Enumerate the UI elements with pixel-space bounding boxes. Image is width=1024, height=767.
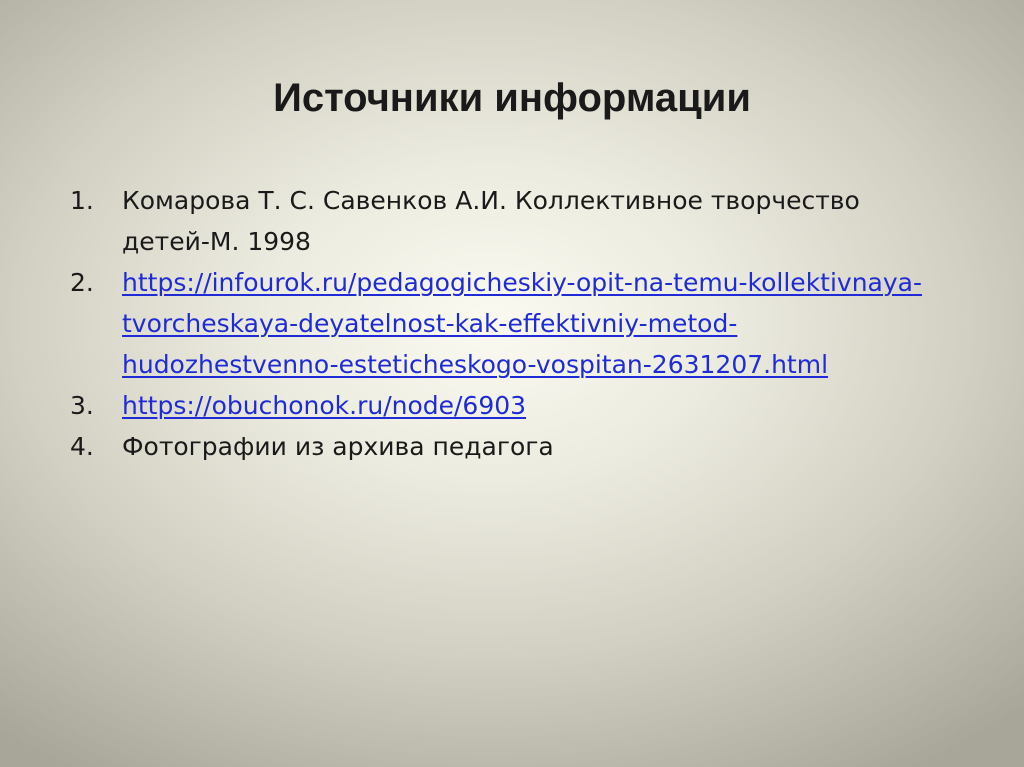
source-text: Фотографии из архива педагога (122, 432, 554, 461)
item-number: 2. (70, 268, 94, 297)
item-number: 3. (70, 391, 94, 420)
item-number: 4. (70, 432, 94, 461)
slide-title: Источники информации (273, 76, 751, 120)
item-number: 1. (70, 186, 94, 215)
source-link[interactable]: https://obuchonok.ru/node/6903 (122, 391, 527, 420)
list-item (70, 262, 930, 385)
list-item (70, 385, 930, 426)
sources-list (70, 180, 930, 467)
source-link[interactable]: https://infourok.ru/pedagogicheskiy-opit-na-temu-kollektivnaya-tvorcheskaya-deyatelnost-kak-effektivniy-metod-hudozhestvenno-esteticheskogo-vospitan-2631207.html (122, 268, 923, 379)
source-text: Комарова Т. С. Савенков А.И. Коллективное творчество детей-М. 1998 (122, 186, 860, 256)
list-item (70, 426, 930, 467)
list-item (70, 180, 930, 262)
